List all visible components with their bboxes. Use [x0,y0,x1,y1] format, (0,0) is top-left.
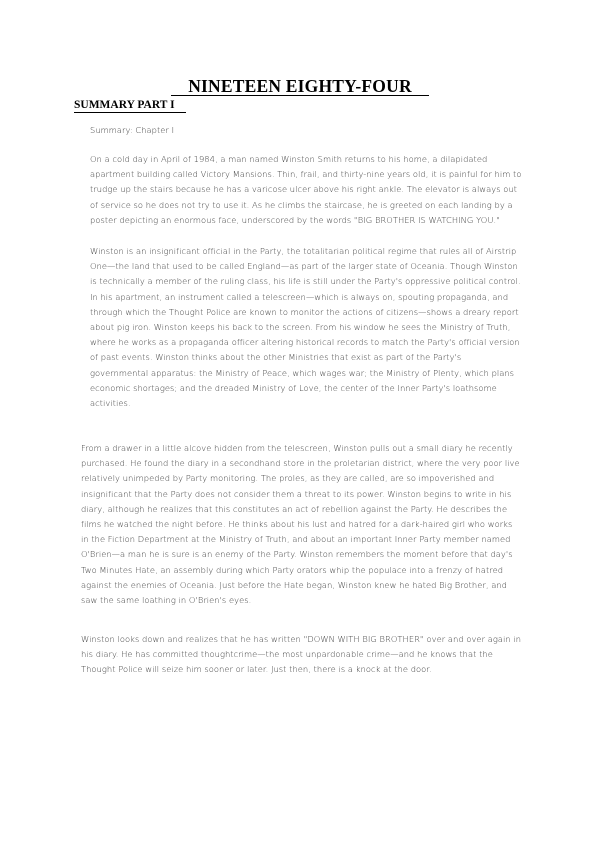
paragraph: Winston looks down and realizes that he has written "DOWN WITH BIG BROTHER" over and over again in his diary. He has committed thoughtcrime—the most unpardonable crime—and he knows that the Thought Police will seize him sooner or later. Just then, there is a knock at the door. [81,634,522,675]
section-heading: SUMMARY PART I [74,99,175,111]
chapter-subheading: Summary: Chapter I [90,125,175,135]
paragraph: Winston is an insignificant official in the Party, the totalitarian political regime that rules all of Airstrip One—the land that used to be called England—as part of the larger state of Oceania. Though Winston is technically a member of the ruling class, his life is still under the Party's oppressive political control. In his apartment, an instrument called a telescreen—which is always on, spouting propaganda, and through which the Thought Police are known to monitor the actions of citizens—shows a dreary report about pig iron. Winston keeps his back to the screen. From his window he sees the Ministry of Truth, where he works as a propaganda officer altering historical records to match the Party's official version of past events. Winston thinks about the other Ministries that exist as part of the Party's governmental apparatus: the Ministry of Peace, which wages war; the Ministry of Plenty, which plans economic shortages; and the dreaded Ministry of Love, the center of the Inner Party's loathsome activities. [90,246,521,409]
paragraph: On a cold day in April of 1984, a man named Winston Smith returns to his home, a dilapidated apartment building called Victory Mansions. Thin, frail, and thirty-nine years old, it is painful for him to trudge up the stairs because he has a varicose ulcer above his right ankle. The elevator is always out of service so he does not try to use it. As he climbs the staircase, he is greeted on each landing by a poster depicting an enormous face, underscored by the words "BIG BROTHER IS WATCHING YOU." [90,154,522,225]
paragraph: From a drawer in a little alcove hidden from the telescreen, Winston pulls out a small diary he recently purchased. He found the diary in a secondhand store in the proletarian district, where the very poor live relatively unimpeded by Party monitoring. The proles, as they are called, are so impoverished and insignificant that the Party does not consider them a threat to its power. Winston begins to write in his diary, although he realizes that this constitutes an act of rebellion against the Party. He describes the films he watched the night before. He thinks about his lust and hatred for a dark-haired girl who works in the Fiction Department at the Ministry of Truth, and about an important Inner Party member named O'Brien—a man he is sure is an enemy of the Party. Winston remembers the moment before that day's Two Minutes Hate, an assembly during which Party orators whip the populace into a frenzy of hatred against the enemies of Oceania. Just before the Hate began, Winston knew he hated Big Brother, and saw the same loathing in O'Brien's eyes. [81,443,520,606]
title-underline [171,95,429,96]
section-heading-underline [74,112,186,113]
document-title: NINETEEN EIGHTY-FOUR [188,76,412,96]
